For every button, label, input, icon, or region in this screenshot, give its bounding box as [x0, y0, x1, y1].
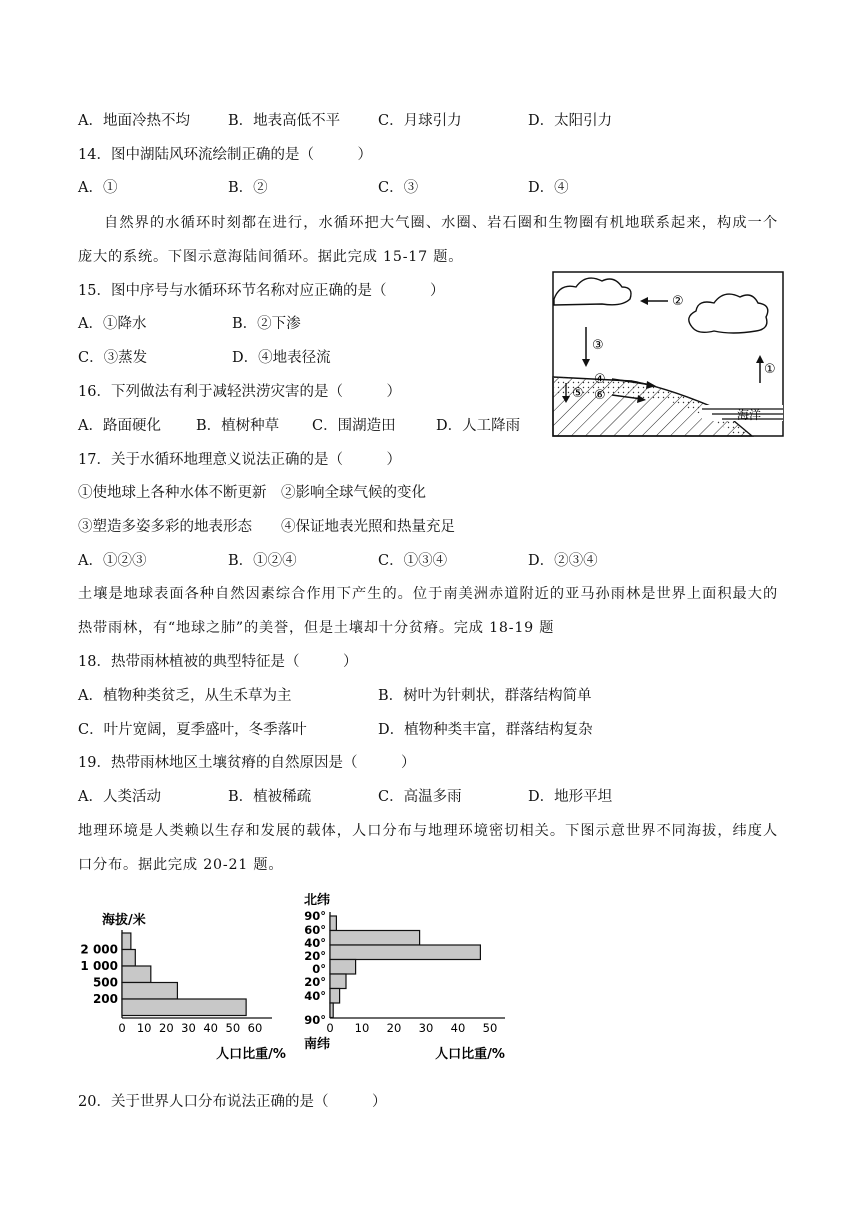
chart2-category-label: 40°: [304, 989, 326, 1003]
chart1-category-label: 200: [92, 992, 118, 1006]
chart1-x-label: 人口比重/%: [216, 1047, 286, 1062]
chart-altitude-population: [78, 900, 300, 1065]
chart2-bar: [330, 945, 480, 960]
chart2-title: 北纬: [304, 893, 331, 908]
chart2-category-label: 0°: [312, 962, 326, 976]
label-2: ②: [672, 294, 684, 309]
q16-option-c: C．围湖造田: [312, 418, 396, 434]
q16-stem: 16．下列做法有利于减轻洪涝灾害的是（ ）: [78, 384, 401, 400]
q15-option-c: C．③蒸发: [78, 350, 148, 366]
chart1-category-label: 500: [92, 975, 118, 990]
q16-option-d: D．人工降雨: [436, 418, 521, 434]
q19-option-a: A．人类活动: [78, 789, 161, 805]
chart2-bar: [330, 1003, 333, 1018]
q19-option-c: C．高温多雨: [378, 789, 462, 805]
q17-statement-2: ③塑造多姿多彩的地表形态 ④保证地表光照和热量充足: [78, 519, 455, 535]
chart2-bottom-label: 南纬: [304, 1037, 331, 1052]
label-4: ④: [594, 372, 606, 387]
q15-option-a: A．①降水: [78, 316, 147, 332]
q18-option-b: B．树叶为针刺状，群落结构简单: [378, 688, 592, 704]
chart1-bar: [122, 966, 151, 983]
chart-latitude-population: [298, 890, 520, 1065]
q18-stem: 18．热带雨林植被的典型特征是（ ）: [78, 654, 358, 670]
label-1: ①: [764, 362, 776, 377]
q14-option-a: A．①: [78, 180, 118, 196]
chart1-x-tick: 0: [118, 1021, 126, 1035]
chart2-bar: [330, 931, 420, 946]
chart2-x-tick: 40: [450, 1021, 466, 1035]
chart1-x-tick: 10: [136, 1021, 152, 1035]
q15-stem: 15．图中序号与水循环环节名称对应正确的是（ ）: [78, 283, 445, 299]
chart2-x-tick: 0: [326, 1021, 334, 1035]
q17-option-b: B．①②④: [228, 553, 297, 569]
q13-option-b: B．地表高低不平: [228, 113, 341, 129]
label-sea: 海洋: [737, 408, 762, 422]
q14-option-b: B．②: [228, 180, 268, 196]
q18-option-a: A．植物种类贫乏，从生禾草为主: [78, 688, 292, 704]
q15-option-d: D．④地表径流: [232, 350, 331, 366]
q16-option-a: A．路面硬化: [78, 418, 161, 434]
chart2-bar: [330, 916, 336, 931]
passage-population: 地理环境是人类赖以生存和发展的载体，人口分布与地理环境密切相关。下图示意世界不同海拔，纬度人口分布。据此完成 20-21 题。: [78, 823, 778, 873]
chart1-title: 海拔/米: [102, 913, 146, 928]
q20-stem: 20．关于世界人口分布说法正确的是（ ）: [78, 1094, 387, 1110]
chart2-x-tick: 10: [354, 1021, 370, 1035]
chart2-category-label: 90°: [304, 909, 326, 923]
chart2-x-tick: 50: [482, 1021, 498, 1035]
chart1-bar: [122, 983, 177, 1000]
q19-option-d: D．地形平坦: [528, 789, 613, 805]
chart1-x-tick: 40: [203, 1021, 218, 1035]
chart1-category-label: 1 000: [80, 959, 118, 973]
chart1-category-label: 2 000: [80, 942, 118, 957]
q17-option-a: A．①②③: [78, 553, 147, 569]
q17-option-d: D．②③④: [528, 553, 598, 569]
chart2-x-tick: 20: [386, 1021, 402, 1035]
chart2-category-label: 20°: [304, 975, 326, 989]
chart1-x-tick: 60: [247, 1021, 263, 1035]
q16-option-b: B．植树种草: [196, 418, 280, 434]
q14-option-c: C．③: [378, 180, 419, 196]
chart1-x-tick: 30: [181, 1021, 196, 1035]
q18-option-d: D．植物种类丰富，群落结构复杂: [378, 722, 593, 738]
q13-option-a: A．地面冷热不均: [78, 113, 190, 129]
q14-option-d: D．④: [528, 180, 569, 196]
chart2-bar: [330, 974, 346, 989]
chart1-bar: [122, 950, 135, 967]
chart2-x-label: 人口比重/%: [435, 1047, 505, 1062]
q17-option-c: C．①③④: [378, 553, 448, 569]
chart1-bar: [122, 933, 131, 950]
chart1-bar: [122, 999, 246, 1016]
passage-soil: 土壤是地球表面各种自然因素综合作用下产生的。位于南美洲赤道附近的亚马孙雨林是世界上面积最大的热带雨林，有“地球之肺”的美誉，但是土壤却十分贫瘠。完成 18-19 题: [78, 586, 778, 636]
q17-stem: 17．关于水循环地理意义说法正确的是（ ）: [78, 452, 401, 468]
q13-option-c: C．月球引力: [378, 113, 462, 129]
q13-option-d: D．太阳引力: [528, 113, 613, 129]
chart2-category-label: 40°: [304, 936, 326, 950]
q14-stem: 14．图中湖陆风环流绘制正确的是（ ）: [78, 147, 372, 163]
q17-statement-1: ①使地球上各种水体不断更新 ②影响全球气候的变化: [78, 485, 426, 501]
passage-water-cycle: 自然界的水循环时刻都在进行，水循环把大气圈、水圈、岩石圈和生物圈有机地联系起来，构成一个庞大的系统。下图示意海陆间循环。据此完成 15-17 题。: [78, 215, 778, 265]
chart1-x-tick: 20: [159, 1021, 174, 1035]
label-5: ⑤: [572, 386, 584, 401]
label-3: ③: [592, 338, 604, 353]
chart2-bar: [330, 960, 356, 975]
chart2-bar: [330, 989, 340, 1004]
chart2-category-label: 60°: [304, 923, 326, 937]
q19-stem: 19．热带雨林地区土壤贫瘠的自然原因是（ ）: [78, 755, 416, 771]
label-6: ⑥: [594, 388, 606, 403]
chart2-category-label: 90°: [304, 1013, 326, 1027]
chart1-x-tick: 50: [225, 1021, 241, 1035]
q19-option-b: B．植被稀疏: [228, 789, 312, 805]
q15-option-b: B．②下渗: [232, 316, 301, 332]
chart2-category-label: 20°: [304, 949, 326, 963]
q18-option-c: C．叶片宽阔，夏季盛叶，冬季落叶: [78, 722, 307, 738]
chart2-x-tick: 30: [418, 1021, 434, 1035]
water-cycle-diagram: [552, 271, 784, 437]
